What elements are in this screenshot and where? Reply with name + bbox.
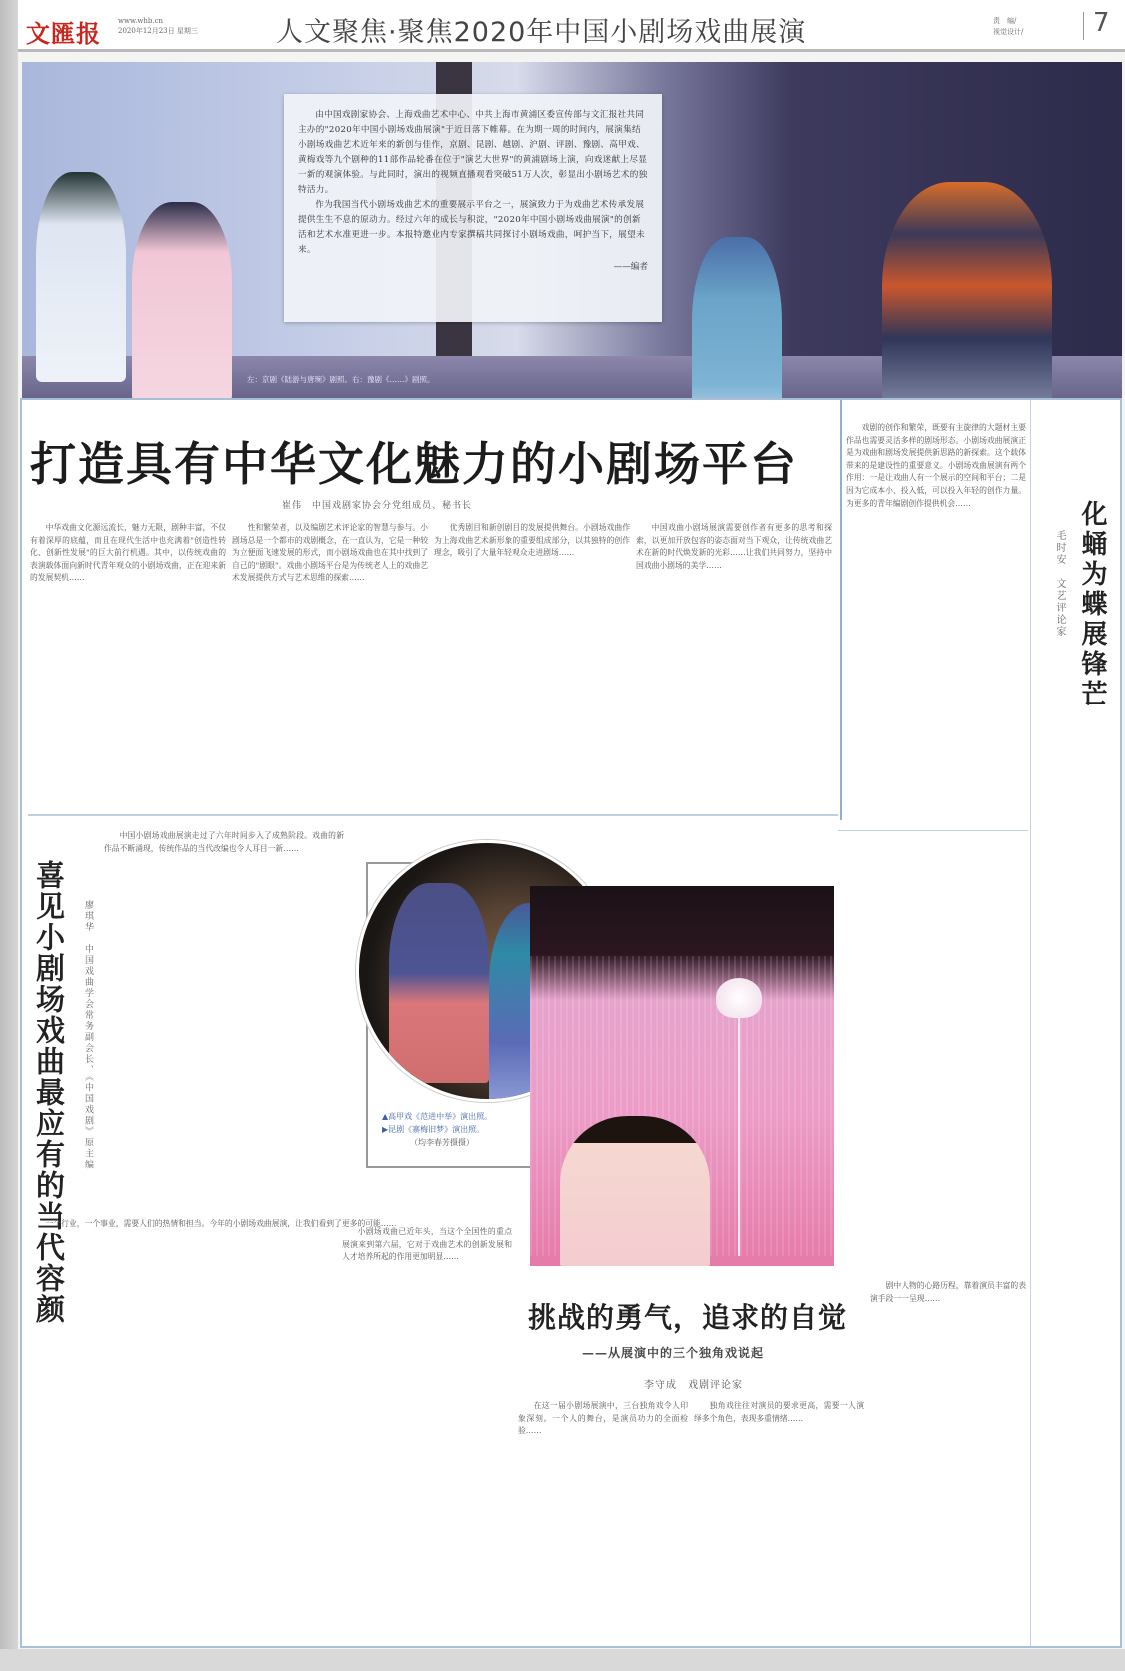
article4-column: 在这一届小剧场展演中，三台独角戏令人印象深刻。一个人的舞台，是演员功力的全面检验…… [518, 1401, 688, 1436]
kunqu-opera-photo [530, 886, 834, 1266]
masthead-meta [118, 16, 198, 36]
article4-column: 剧中人物的心路历程，靠着演员丰富的表演手段一一呈现…… [870, 1281, 1026, 1303]
article4-column: 独角戏往往对演员的要求更高，需要一人演绎多个角色，表现多重情绪…… [694, 1401, 864, 1423]
article1-column: 中国戏曲小剧场展演需要创作者有更多的思考和探索，以更加开放包容的姿态面对当下观众，让传统戏曲艺术在新的时代焕发新的光彩……让我们共同努力，坚持中国戏曲小剧场的美学…… [636, 523, 832, 570]
lotus-prop [716, 978, 762, 1018]
page-bottom-gutter [0, 1649, 1125, 1671]
hero-photo-banner [22, 62, 1122, 400]
article1-headline: 打造具有中华文化魅力的小剧场平台 [30, 437, 798, 491]
article3-column: 中国小剧场戏曲展演走过了六年时间步入了成熟阶段。戏曲的新作品不断涌现，传统作品的当代改编也令人耳目一新…… [104, 831, 344, 853]
article4-column: 小剧场戏曲已近年头，当这个全国性的重点展演来到第六届，它对于戏曲艺术的创新发展和人才培养所起的作用更加明显…… [342, 1227, 512, 1262]
column-divider [840, 400, 842, 820]
performer-male-white-robe [36, 172, 126, 382]
article1-column: 中华戏曲文化源远流长，魅力无限，剧种丰富，不仅有着深厚的底蕴，而且在现代生活中也充满着"创造性转化、创新性发展"的巨大前行机遇。其中，以传统戏曲的表演载体面向新时代青年观众的小剧场戏曲，正在迎来新的发展契机…… [30, 523, 226, 583]
article3-byline: 廖琪华 中国戏曲学会常务副会长、《中国戏剧》原主编 [83, 900, 93, 1171]
intro-paragraph: 由中国戏剧家协会、上海戏曲艺术中心、中共上海市黄浦区委宣传部与文汇报社共同主办的"2020年中国小剧场戏曲展演"于近日落下帷幕。在为期一周的时间内，展演集结小剧场戏曲艺术近年来的新创与佳作，京剧、昆剧、越剧、沪剧、评剧、豫剧、高甲戏、黄梅戏等九个剧种的11部作品轮番在位于"演艺大世界"的黄浦剧场上演，向戏迷献上尽显一新的观演体验。与此同时，演出的视频直播观看突破51万人次，彰显出小剧场艺术的独特活力。 [298, 110, 648, 195]
article3-column: 一个行业，一个事业，需要人们的热情和担当。今年的小剧场戏曲展演，让我们看到了更多的可能…… [45, 1219, 397, 1228]
article3-headline: 喜见小剧场戏曲最应有的当代容颜 [32, 860, 66, 1325]
hero-photo-caption: 左：京剧《陆游与唐琬》剧照。右：豫剧《……》剧照。 [247, 375, 435, 384]
editors-credit: 责 编/ 视觉设计/ [993, 17, 1024, 36]
intro-paragraph: 作为我国当代小剧场戏曲艺术的重要展示平台之一，展演致力于为戏曲艺术传承发展提供生生不息的原动力。经过六年的成长与积淀，"2020年中国小剧场戏曲展演"的创新活和艺术水准更进一步。本报特邀业内专家撰稿共同探讨小剧场戏曲，呵护当下，展望未来。 [298, 200, 645, 255]
column-divider [1030, 400, 1031, 1646]
newspaper-logo: 文匯报 [26, 19, 101, 48]
section-divider [838, 830, 1028, 831]
page-left-gutter [0, 0, 18, 1671]
section-divider [28, 814, 838, 816]
performer-blue-robe [692, 237, 782, 400]
article2-column: 戏剧的创作和繁荣，既要有主旋律的大题材主要作品也需要灵活多样的剧场形态。小剧场戏曲展演正是为戏曲和剧场发展提供新思路的新探索。这个载体带来的是建设性的重要意义。小剧场戏曲展演有两个作用：一是让戏曲人有一个展示的空间和平台；二是因为它成本小、投入低，可以投入年轻的创作力量。为更多的青年编剧创作提供机会…… [846, 423, 1026, 508]
editor-intro-box [284, 94, 662, 322]
article-frame [20, 398, 1122, 1648]
performer-painted-face-armor [882, 182, 1052, 400]
performer-female-pink-robe [132, 202, 232, 400]
article1-column: 优秀剧目和新创剧目的发展提供舞台。小剧场戏曲作为上海戏曲艺术新形象的重要组成部分，以其独特的创作理念，吸引了大量年轻观众走进剧场…… [434, 523, 630, 558]
article4-headline: 挑战的勇气，追求的自觉 [528, 1301, 848, 1334]
page-number: 7 [1093, 8, 1110, 38]
section-title: 人文聚焦·聚焦2020年中国小剧场戏曲展演 [276, 17, 807, 48]
page-number-divider [1083, 12, 1084, 40]
photo-caption: ▲高甲戏《范进中举》演出照。 ▶昆剧《寨梅旧梦》演出照。 （均李春芳摄摄） [382, 1112, 493, 1147]
issue-date: 2020年12月23日 星期三 [118, 27, 198, 35]
intro-signature: ——编者 [613, 262, 648, 272]
article4-subheadline: ——从展演中的三个独角戏说起 [582, 1346, 765, 1360]
article4-byline: 李守成 戏剧评论家 [644, 1380, 743, 1391]
article2-byline: 毛时安 文艺评论家 [1054, 530, 1065, 638]
article1-column: 性和繁荣者，以及编剧艺术评论家的智慧与参与。小剧场总是一个都市的戏剧概念，在一直认为，它是一种较为立便面飞速发展的形式，而小剧场戏曲也在其中找到了自己的"剧眼"。戏曲小剧场平台是为传统老人上的戏曲艺术发展提供方式与艺术思维的探索…… [232, 523, 428, 583]
article2-headline: 化蛹为蝶展锋芒 [1077, 500, 1107, 710]
website-url: www.whb.cn [118, 17, 164, 25]
flower-stem [738, 996, 740, 1256]
performer-water-sleeves [560, 1116, 710, 1266]
article1-byline: 崔伟 中国戏剧家协会分党组成员、秘书长 [282, 501, 473, 511]
masthead [18, 0, 1125, 52]
performer-blue-jacket [389, 883, 489, 1083]
